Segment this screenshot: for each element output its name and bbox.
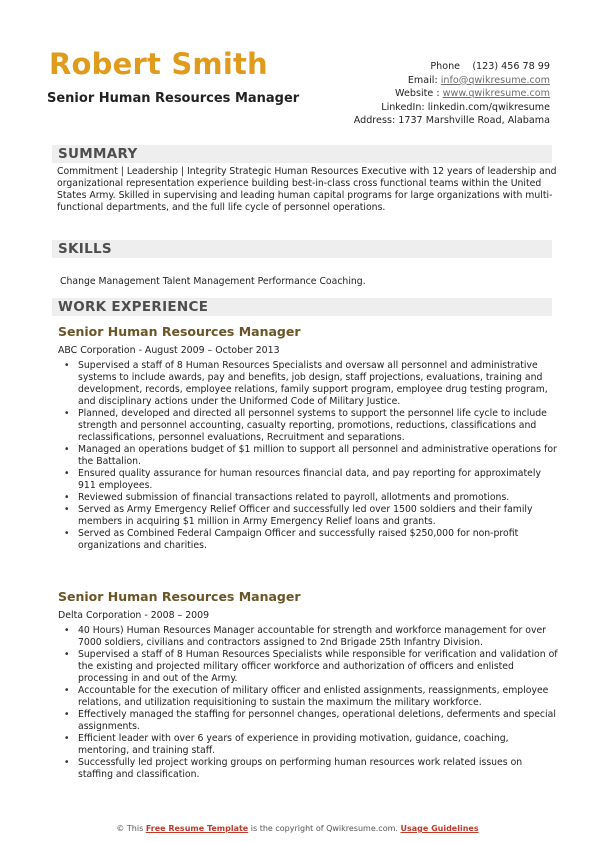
- website-link[interactable]: www.qwikresume.com: [442, 88, 550, 100]
- list-item: • Served as Army Emergency Relief Officer and successfully led over 1500 soldiers and their family members in acquiring $1 million in Army Emergency Relief loans and grants.: [60, 504, 558, 528]
- list-item: • Supervised a staff of 8 Human Resources Specialists and oversaw all personnel and administrative systems to include awards, pay and benefits, job design, staff projections, evaluations, training and development, records, employee relations, family support program, employee drug testing program, and disciplinary actions under the Uniformed Code of Military Justice.: [60, 360, 558, 408]
- skills-text: Change Management Talent Management Performance Coaching.: [60, 276, 366, 287]
- list-item: • Effectively managed the staffing for personnel changes, operational deletions, deferments and special assignments.: [60, 709, 558, 733]
- website-label: Website :: [395, 88, 440, 100]
- candidate-role: Senior Human Resources Manager: [47, 91, 300, 106]
- list-item: • 40 Hours) Human Resources Manager accountable for strength and workforce management for over 7000 soldiers, civilians and contractors assigned to 2nd Brigade 25th Infantry Division.: [60, 625, 558, 649]
- free-template-link[interactable]: Free Resume Template: [145, 824, 249, 833]
- phone-label: Phone: [430, 61, 461, 72]
- list-item: • Successfully led project working groups on performing human resources work related issues on staffing and classification.: [60, 757, 558, 781]
- experience-heading: WORK EXPERIENCE: [58, 299, 209, 315]
- summary-text: Commitment | Leadership | Integrity Strategic Human Resources Executive with 12 years of leadership and organizational representation experience building best-in-class cross functional teams within the United States Army. Skilled in supervising and leading human capital programs for large organizations with multi-functional departments, and the full life cycle of personnel operations.: [57, 166, 557, 213]
- job-bullet-list: [60, 360, 558, 552]
- footer: [0, 824, 595, 833]
- job-title: Senior Human Resources Manager: [58, 589, 301, 604]
- skills-heading: SKILLS: [58, 241, 112, 257]
- usage-guidelines-link[interactable]: Usage Guidelines: [400, 824, 479, 833]
- list-item: • Served as Combined Federal Campaign Officer and successfully raised $250,000 for non-profit organizations and charities.: [60, 528, 558, 552]
- list-item: • Ensured quality assurance for human resources financial data, and pay reporting for approximately 911 employees.: [60, 468, 558, 492]
- list-item: • Planned, developed and directed all personnel systems to support the personnel life cycle to include strength and personnel accounting, casualty reporting, promotions, reductions, classifications and reclassifications, personnel evaluations, Recruitment and separations.: [60, 408, 558, 444]
- email-link[interactable]: info@qwikresume.com: [440, 74, 550, 86]
- list-item: • Efficient leader with over 6 years of experience in providing motivation, guidance, coaching, mentoring, and training staff.: [60, 733, 558, 757]
- address-value: 1737 Marshville Road, Alabama: [398, 115, 550, 127]
- contact-email: [354, 74, 550, 88]
- job-title: Senior Human Resources Manager: [58, 324, 301, 339]
- summary-heading: SUMMARY: [58, 146, 138, 162]
- email-label: Email:: [407, 74, 438, 86]
- address-label: Address:: [353, 115, 396, 127]
- list-item: • Supervised a staff of 8 Human Resources Specialists while responsible for verification and validation of the existing and projected military officer workforce and authorization of officers and enlisted processing in and out of the Army.: [60, 649, 558, 685]
- job-bullet-list: [60, 625, 558, 781]
- footer-prefix: © This: [116, 824, 144, 833]
- job-company: ABC Corporation - August 2009 – October 2013: [58, 345, 280, 356]
- phone-value: (123) 456 78 99: [472, 61, 550, 72]
- candidate-name: Robert Smith: [49, 47, 268, 81]
- contact-block: [354, 60, 550, 128]
- contact-website: [354, 87, 550, 101]
- linkedin-value: linkedin.com/qwikresume: [427, 101, 550, 113]
- footer-middle: is the copyright of Qwikresume.com.: [250, 824, 398, 833]
- linkedin-label: LinkedIn:: [381, 101, 425, 113]
- contact-address: [354, 114, 550, 128]
- job-company: Delta Corporation - 2008 – 2009: [58, 610, 210, 621]
- list-item: • Reviewed submission of financial transactions related to payroll, allotments and promotions.: [60, 492, 558, 504]
- contact-phone: [354, 60, 550, 74]
- contact-linkedin: [354, 101, 550, 115]
- skills-section-bar: [52, 240, 552, 258]
- list-item: • Accountable for the execution of military officer and enlisted assignments, reassignments, employee relations, and utilization requisitioning to sustain the maximum the military workforce.: [60, 685, 558, 709]
- list-item: • Managed an operations budget of $1 million to support all personnel and administrative operations for the Battalion.: [60, 444, 558, 468]
